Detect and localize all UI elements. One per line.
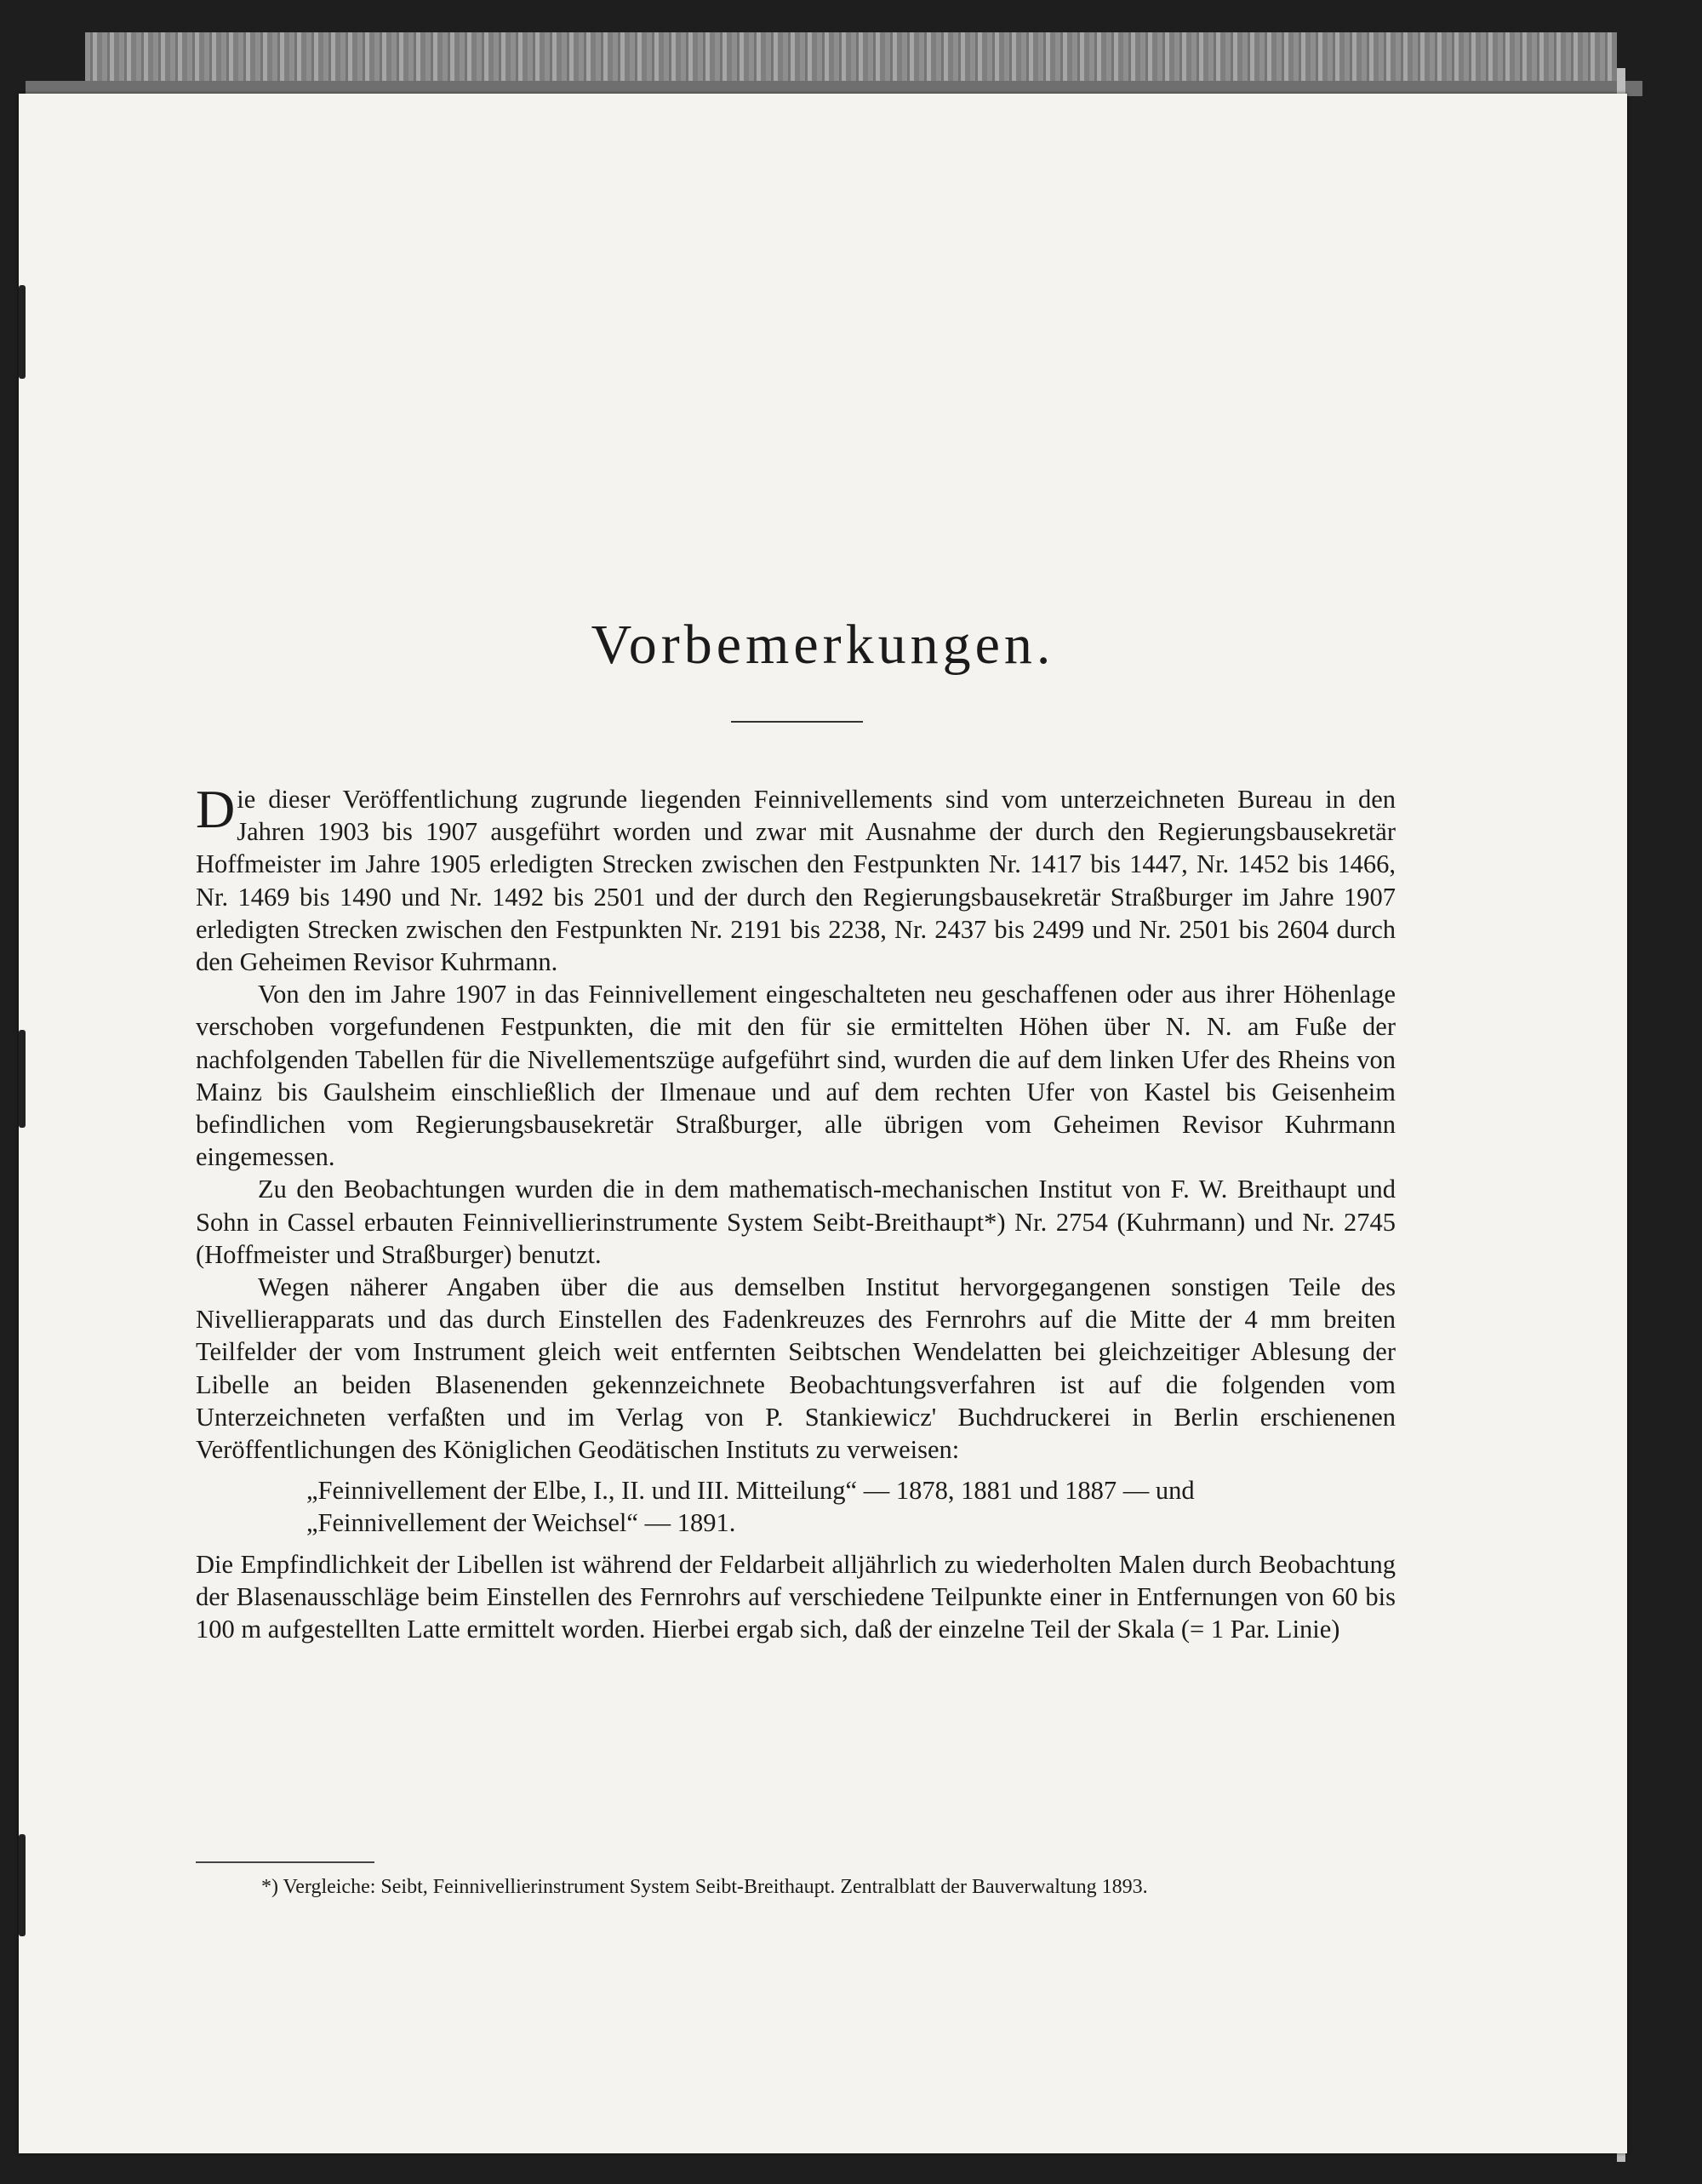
page-title: Vorbemerkungen.: [591, 614, 1055, 676]
paragraph-2: Von den im Jahre 1907 in das Feinnivellement eingeschalteten neu geschaffenen oder aus ihrer Höhenlage verschoben vorgefundenen Festpunkten, die mit den für sie ermittelten Höhen über N. N. am Fuße der nachfolgenden Tabellen für die Nivellementszüge aufgeführt sind, wurden die auf dem linken Ufer des Rheins von Mainz bis Gaulsheim einschließlich der Ilmenaue und auf dem rechten Ufer von Kastel bis Geisenheim befindlichen vom Regierungsbausekretär Straßburger, alle übrigen vom Geheimen Revisor Kuhrmann eingemessen.: [196, 980, 1396, 1172]
paragraph-1-text: ie dieser Veröffentlichung zugrunde liegenden Feinnivellements sind vom unterzeichneten Bureau in den Jahren 1903 bis 1907 ausgeführt worden und zwar mit Ausnahme der durch den Regierungsbausekretär Hoffmeister im Jahre 1905 erledigten Strecken zwischen den Festpunkten Nr. 1417 bis 1447, Nr. 1452 bis 1466, Nr. 1469 bis 1490 und Nr. 1492 bis 2501 und der durch den Regierungsbausekretär Straßburger im Jahre 1907 erledigten Strecken zwischen den Festpunkten Nr. 2191 bis 2238, Nr. 2437 bis 2499 und Nr. 2501 bis 2604 durch den Geheimen Revisor Kuhrmann.: [196, 785, 1396, 977]
quote-line-2: „Feinnivellement der Weichsel“ — 1891.: [306, 1508, 736, 1538]
body-text: [196, 779, 1396, 1645]
footnote-rule: [196, 1861, 374, 1863]
quote-line-1: „Feinnivellement der Elbe, I., II. und III. Mitteilung“ — 1878, 1881 und 1887 — und: [306, 1476, 1195, 1506]
dropcap: D: [196, 779, 236, 839]
paragraph-4: Wegen näherer Angaben über die aus demselben Institut hervorgegangenen sonstigen Teile des Nivellierapparats und das durch Einstellen des Fadenkreuzes des Fernrohrs auf die Mitte der 4 mm breiten Teilfelder der vom Instrument gleich weit entfernten Seibtschen Wendelatten bei gleichzeitiger Ablesung der Libelle an beiden Blasenenden gekennzeichnete Beobachtungsverfahren ist auf die folgenden vom Unterzeichneten verfaßten und im Verlag von P. Stankiewicz' Buchdruckerei in Berlin erschienenen Veröffentlichungen des Königlichen Geodätischen Instituts zu verweisen:: [196, 1272, 1396, 1465]
publication-quotes: [306, 1474, 1396, 1539]
page-edge-strip: [85, 32, 1617, 83]
document-page: [19, 94, 1627, 2153]
footnote: *) Vergleiche: Seibt, Feinnivellierinstrument System Seibt-Breithaupt. Zentralblatt der Bauverwaltung 1893.: [261, 1876, 1148, 1898]
paragraph-5: Die Empfindlichkeit der Libellen ist während der Feldarbeit alljährlich zu wiederholten Malen durch Beobachtung der Blasenausschläge beim Einstellen des Fernrohrs auf verschiedene Teilpunkte einer in Entfernungen von 60 bis 100 m aufgestellten Latte ermittelt worden. Hierbei ergab sich, daß der einzelne Teil der Skala (= 1 Par. Linie): [196, 1549, 1396, 1644]
paragraph-1: [196, 779, 1396, 978]
paragraph-3: Zu den Beobachtungen wurden die in dem mathematisch-mechanischen Institut von F. W. Breithaupt und Sohn in Cassel erbauten Feinnivellierinstrumente System Seibt-Breithaupt*) Nr. 2754 (Kuhrmann) und Nr. 2745 (Hoffmeister und Straßburger) benutzt.: [196, 1175, 1396, 1269]
title-rule: [731, 721, 863, 723]
page-content: [19, 94, 1627, 2153]
